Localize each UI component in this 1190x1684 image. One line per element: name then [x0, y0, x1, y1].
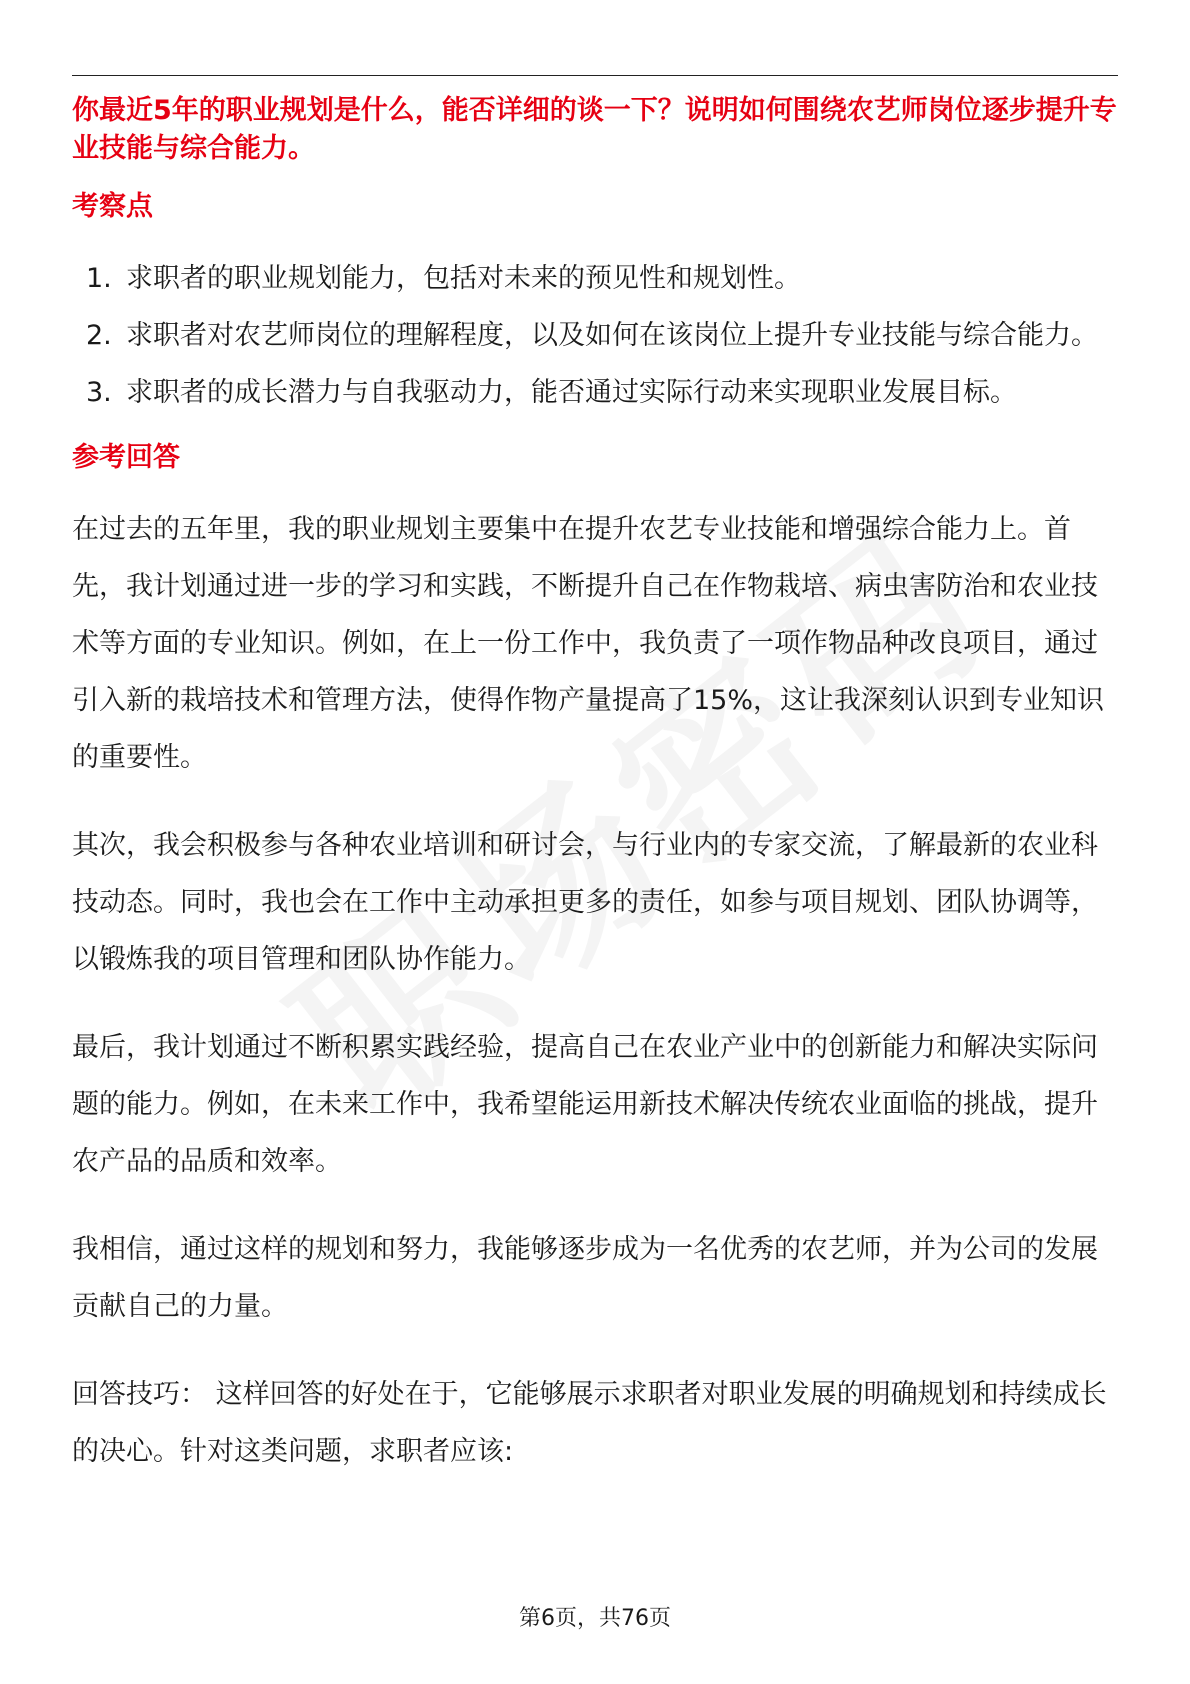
list-item-text: 求职者的职业规划能力，包括对未来的预见性和规划性。 [126, 263, 801, 294]
list-item [72, 364, 1118, 421]
answer-paragraph: 我相信，通过这样的规划和努力，我能够逐步成为一名优秀的农艺师，并为公司的发展贡献自己的力量。 [72, 1234, 1098, 1322]
answer-tips-paragraph: 回答技巧： 这样回答的好处在于，它能够展示求职者对职业发展的明确规划和持续成长的决心。针对这类问题，求职者应该: [72, 1379, 1107, 1467]
inspection-points-list [72, 250, 1118, 421]
list-item [72, 250, 1118, 307]
list-item-number: 2. [86, 320, 112, 351]
page-number: 第6页，共76页 [519, 1606, 671, 1631]
list-item-text: 求职者对农艺师岗位的理解程度，以及如何在该岗位上提升专业技能与综合能力。 [126, 320, 1098, 351]
answer-section-title: 参考回答 [72, 442, 180, 473]
answer-paragraph: 在过去的五年里，我的职业规划主要集中在提升农艺专业技能和增强综合能力上。首先，我计划通过进一步的学习和实践，不断提升自己在作物栽培、病虫害防治和农业技术等方面的专业知识。例如，在上一份工作中，我负责了一项作物品种改良项目，通过引入新的栽培技术和管理方法，使得作物产量提高了15%，这让我深刻认识到专业知识的重要性。 [72, 514, 1105, 773]
list-item-number: 1. [86, 263, 112, 294]
list-item-text: 求职者的成长潜力与自我驱动力，能否通过实际行动来实现职业发展目标。 [126, 377, 1017, 408]
answer-paragraph: 其次，我会积极参与各种农业培训和研讨会，与行业内的专家交流，了解最新的农业科技动态。同时，我也会在工作中主动承担更多的责任，如参与项目规划、团队协调等，以锻炼我的项目管理和团队协作能力。 [72, 830, 1098, 975]
inspection-section-title: 考察点 [72, 191, 153, 222]
answer-paragraph: 最后，我计划通过不断积累实践经验，提高自己在农业产业中的创新能力和解决实际问题的能力。例如，在未来工作中，我希望能运用新技术解决传统农业面临的挑战，提升农产品的品质和效率。 [72, 1032, 1098, 1177]
page-content [72, 92, 1118, 1480]
list-item [72, 307, 1118, 364]
question-heading: 你最近5年的职业规划是什么，能否详细的谈一下？说明如何围绕农艺师岗位逐步提升专业技能与综合能力。 [72, 95, 1117, 164]
list-item-number: 3. [86, 377, 112, 408]
header-divider [72, 75, 1118, 76]
